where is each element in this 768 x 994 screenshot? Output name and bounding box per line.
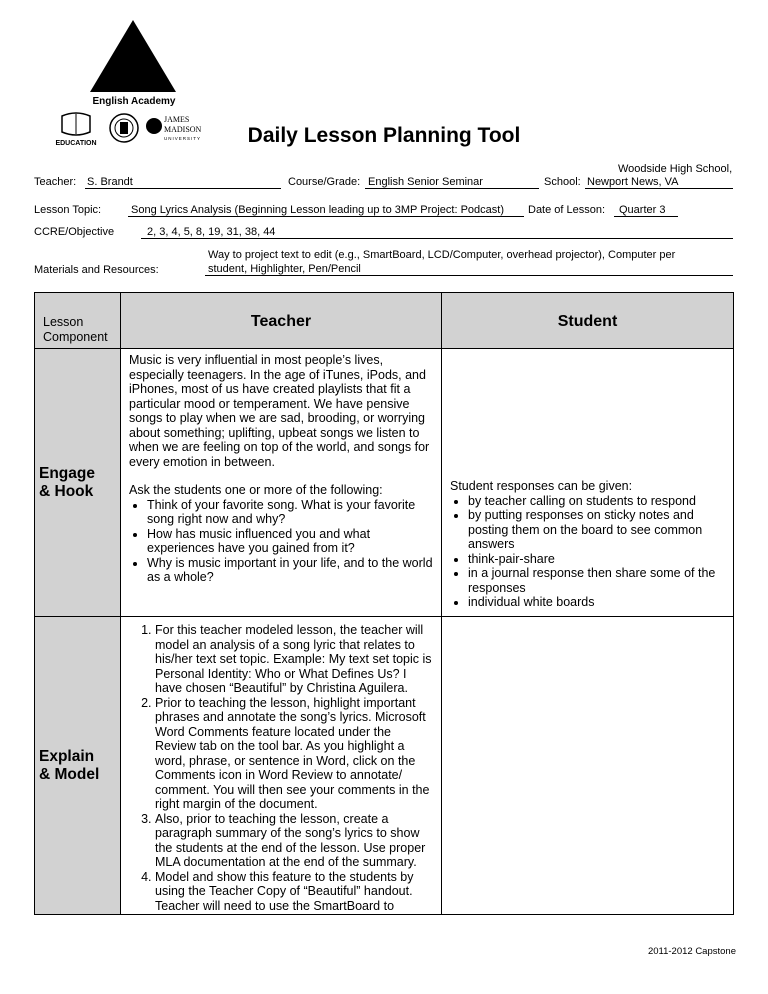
list-item: 3. Also, prior to teaching the lesson, create a paragraph summary of the song’s lyrics to show the students at the end of the lesson. Use proper MLA documentation at the end of the summary. xyxy=(155,812,435,870)
school-value-line1: Woodside High School, xyxy=(618,163,733,175)
teacher-value xyxy=(85,176,281,189)
page-title: Daily Lesson Planning Tool xyxy=(247,124,521,147)
brand-line2: English Academy xyxy=(92,96,176,107)
school-value-line2: Newport News, VA xyxy=(587,176,679,188)
list-item: • Think of your favorite song. What is your favorite song right now and why? xyxy=(147,498,435,527)
list-item: • by putting responses on sticky notes and posting them on the board to see common answers xyxy=(468,508,727,552)
date-label: Date of Lesson: xyxy=(528,204,606,216)
jmu-line2: MADISON xyxy=(164,125,202,134)
brand-line1: CAPSTONE xyxy=(106,83,162,94)
brand-name xyxy=(80,82,188,108)
engage-row xyxy=(35,349,734,617)
explain-row xyxy=(35,617,734,915)
materials-line1: Way to project text to edit (e.g., SmartBoard, LCD/Computer, overhead projector), Computer per xyxy=(208,249,676,261)
teacher-value-text: S. Brandt xyxy=(87,176,133,188)
list-item: • think-pair-share xyxy=(468,552,727,567)
date-value-text: Quarter 3 xyxy=(619,204,666,216)
engage-label-line1: Engage xyxy=(39,464,95,482)
list-item: • How has music influenced you and what experiences have you gained from it? xyxy=(147,527,435,556)
list-item: • by teacher calling on students to respond xyxy=(468,494,727,509)
header-teacher: Teacher xyxy=(121,293,442,349)
engage-student-bullets xyxy=(450,494,727,610)
ccre-value-text: 2, 3, 4, 5, 8, 19, 31, 38, 44 xyxy=(147,226,276,238)
course-value xyxy=(365,176,539,189)
topic-value xyxy=(128,204,524,217)
list-item: 1. For this teacher modeled lesson, the teacher will model an analysis of a song lyric that relates to his/her text set topic. Example: My text set topic is Personal Identity: Who or What Defines Us? I have chosen “Beautiful” by Christina Aguilera. xyxy=(155,623,435,696)
engage-student-intro: Student responses can be given: xyxy=(450,479,633,493)
explain-label-line1: Explain xyxy=(39,747,95,765)
engage-teacher-intro: Ask the students one or more of the following: xyxy=(129,483,383,497)
materials-label: Materials and Resources: xyxy=(34,264,159,276)
materials-line2: student, Highlighter, Pen/Pencil xyxy=(208,263,361,275)
jmu-line3: UNIVERSITY xyxy=(164,136,202,141)
engage-teacher-para: Music is very influential in most people’s lives, especially teenagers. In the age of iTunes, iPods, and iPhones, most of us have created playlists that fit a particular mood or temperament. We have pensive songs to play when we are sad, brooding, or worrying about something; uplifting, upbeat songs we listen to when we are feeling on top of the world, and songs for every emotion in between. xyxy=(129,353,430,469)
topic-value-text: Song Lyrics Analysis (Beginning Lesson leading up to 3MP Project: Podcast) xyxy=(131,204,504,216)
list-item: • in a journal response then share some of the responses xyxy=(468,566,727,595)
engage-teacher-bullets xyxy=(129,498,435,585)
explain-teacher-cell xyxy=(121,617,442,915)
materials-value xyxy=(205,263,733,276)
list-item: • individual white boards xyxy=(468,595,727,610)
list-item: 4. Model and show this feature to the students by using the Teacher Copy of “Beautiful” handout. Teacher will need to use the SmartBoard to xyxy=(155,870,435,914)
ccre-value xyxy=(141,226,733,239)
engage-label xyxy=(35,349,121,617)
explain-label-line2: & Model xyxy=(39,765,100,783)
course-value-text: English Senior Seminar xyxy=(368,176,483,188)
header-student: Student xyxy=(442,293,734,349)
jmu-line1: JAMES xyxy=(164,115,190,124)
engage-student-cell xyxy=(442,349,734,617)
education-text: EDUCATION xyxy=(55,140,97,147)
table-header-row xyxy=(35,293,734,349)
list-item: • Why is music important in your life, and to the world as a whole? xyxy=(147,556,435,585)
engage-label-line2: & Hook xyxy=(39,482,94,500)
explain-label xyxy=(35,617,121,915)
teacher-label: Teacher: xyxy=(34,176,77,188)
header-component xyxy=(35,293,121,349)
list-item: 2. Prior to teaching the lesson, highlight important phrases and annotate the song’s lyrics. Microsoft Word Comments feature located under the Review tab on the tool bar. As you highlight a word, phrase, or sentence in Word, click on the Comments icon in Word Review to annotate/ comment. You will then see your comments in the right margin of the document. xyxy=(155,696,435,812)
school-label: School: xyxy=(544,176,581,188)
header-component-line2: Component xyxy=(43,330,108,344)
lesson-table xyxy=(34,292,734,915)
date-value xyxy=(614,204,678,217)
school-value xyxy=(585,176,733,189)
header-component-line1: Lesson xyxy=(43,315,84,329)
footer: 2011-2012 Capstone xyxy=(647,946,736,957)
topic-label: Lesson Topic: xyxy=(34,204,102,216)
explain-steps xyxy=(129,623,435,913)
course-label: Course/Grade: xyxy=(288,176,361,188)
explain-student-cell xyxy=(442,617,734,915)
engage-teacher-cell xyxy=(121,349,442,617)
ccre-label: CCRE/Objective xyxy=(34,226,115,238)
